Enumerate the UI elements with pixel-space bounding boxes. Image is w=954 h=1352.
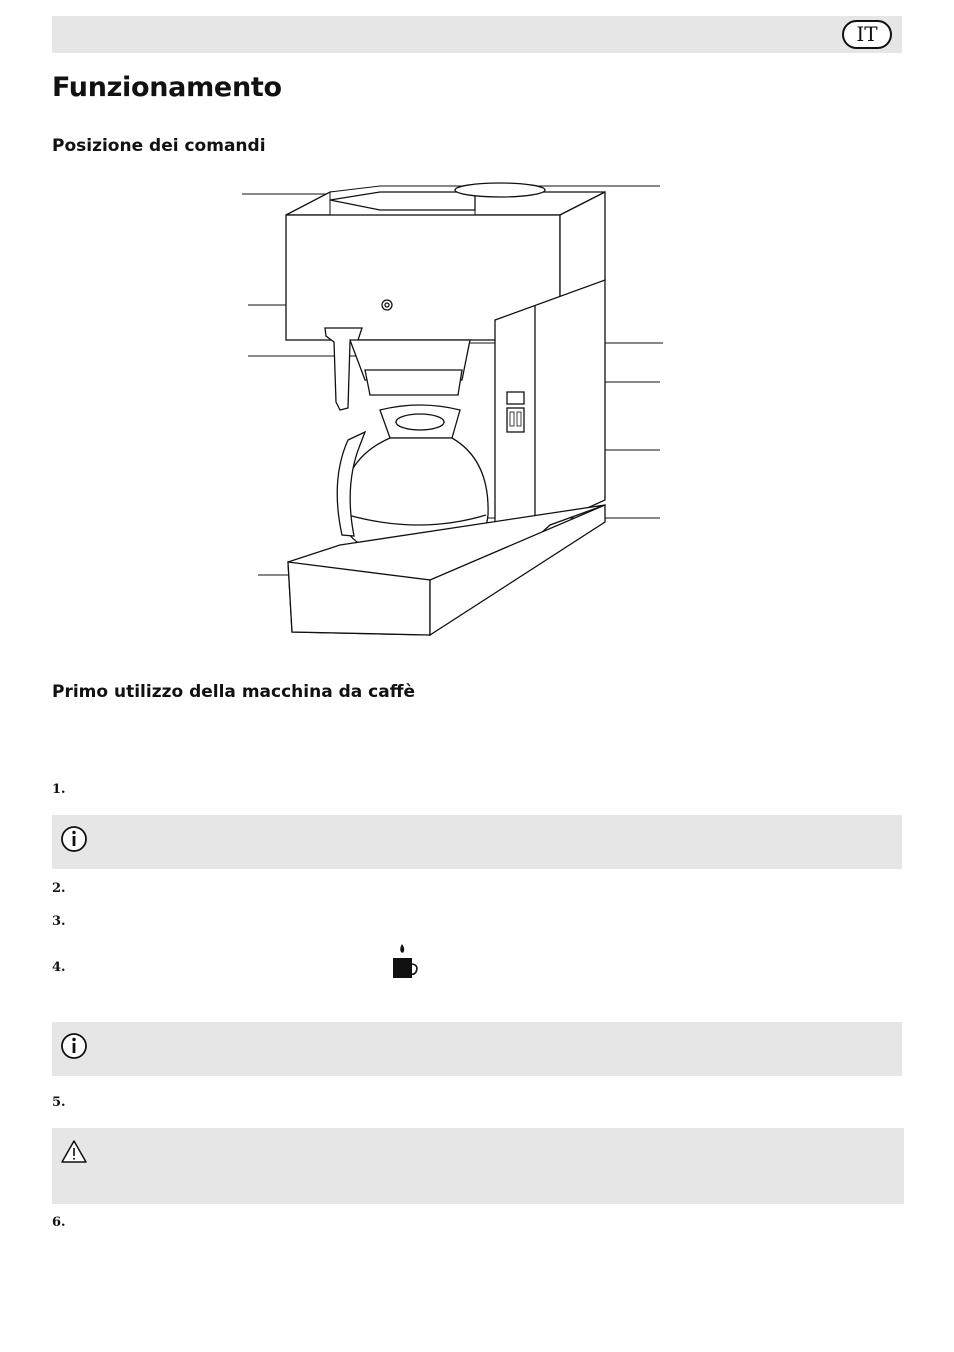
note-box-2 <box>52 1022 902 1076</box>
step-number-1: 1. <box>52 782 66 797</box>
page-title: Funzionamento <box>52 72 282 103</box>
coffee-cup-icon <box>390 942 420 982</box>
warning-icon <box>60 1138 88 1166</box>
note-box-1 <box>52 815 902 869</box>
warning-box <box>52 1128 904 1204</box>
step-number-4: 4. <box>52 960 66 975</box>
step-number-2: 2. <box>52 881 66 896</box>
step-number-6: 6. <box>52 1215 66 1230</box>
machine-top <box>286 183 605 215</box>
first-use-section-title: Primo utilizzo della macchina da caffè <box>52 682 415 702</box>
info-icon <box>60 1032 88 1060</box>
coffee-machine-diagram <box>230 170 680 650</box>
controls-section-title: Posizione dei comandi <box>52 136 266 156</box>
info-icon <box>60 825 88 853</box>
step-number-3: 3. <box>52 914 66 929</box>
language-badge: IT <box>842 20 892 49</box>
step-number-5: 5. <box>52 1095 66 1110</box>
header-bar <box>52 16 902 53</box>
